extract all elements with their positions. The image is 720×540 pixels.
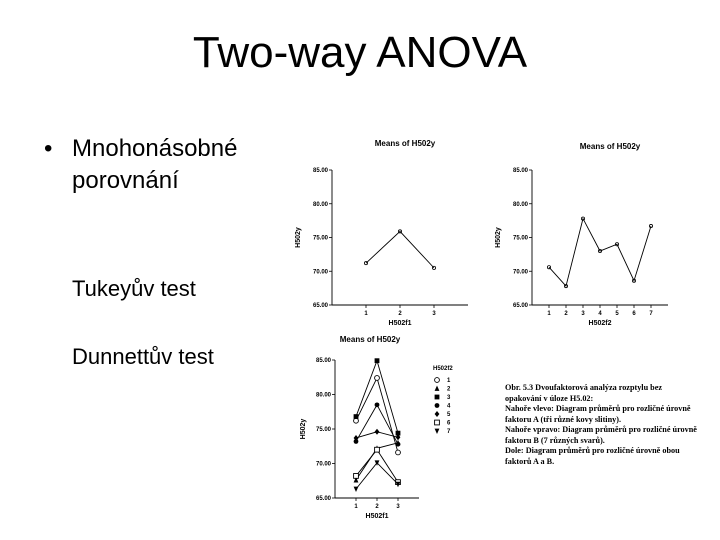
x-tick-label: 3 bbox=[581, 311, 585, 317]
legend-marker bbox=[435, 429, 440, 434]
y-tick-label: 65.00 bbox=[512, 303, 528, 309]
legend-label: 7 bbox=[447, 429, 451, 435]
x-tick-label: 6 bbox=[632, 311, 636, 317]
y-tick-label: 85.00 bbox=[512, 168, 528, 174]
data-point bbox=[396, 450, 401, 455]
x-tick-label: 1 bbox=[354, 504, 358, 510]
x-tick-label: 2 bbox=[375, 504, 379, 510]
chart-bottom-svg bbox=[295, 330, 475, 525]
legend-marker bbox=[435, 395, 440, 400]
y-tick-label: 70.00 bbox=[315, 461, 331, 468]
legend-marker bbox=[435, 378, 440, 383]
caption-line: faktorů A a B. bbox=[505, 456, 555, 466]
caption-line: faktoru A (tři různé kovy slitiny). bbox=[505, 414, 621, 424]
figure-caption bbox=[505, 383, 695, 467]
x-tick-label: 2 bbox=[564, 311, 568, 317]
x-tick-label: 2 bbox=[398, 311, 402, 317]
caption-line: opakování v úloze H5.02: bbox=[505, 393, 594, 403]
tukey-test-text: Tukeyův test bbox=[72, 276, 196, 301]
legend-label: 4 bbox=[447, 403, 451, 410]
legend-marker bbox=[435, 386, 440, 391]
x-tick-label: 1 bbox=[547, 311, 551, 317]
x-axis-label: H502f2 bbox=[588, 320, 612, 327]
legend-marker bbox=[435, 411, 440, 417]
series-line bbox=[366, 231, 434, 267]
y-tick-label: 70.00 bbox=[312, 269, 328, 276]
data-point bbox=[354, 414, 359, 419]
data-point bbox=[375, 429, 380, 435]
bullet-dot: • bbox=[44, 135, 53, 162]
y-tick-label: 75.00 bbox=[312, 235, 328, 242]
x-tick-label: 3 bbox=[396, 504, 400, 510]
dunnett-test-text: Dunnettův test bbox=[72, 344, 214, 369]
data-point bbox=[547, 266, 550, 269]
y-tick-label: 80.00 bbox=[312, 201, 328, 208]
data-point bbox=[354, 487, 359, 492]
y-tick-label: 65.00 bbox=[315, 496, 331, 502]
y-tick-label: 75.00 bbox=[512, 235, 528, 242]
chart-top-right bbox=[490, 133, 680, 328]
data-point bbox=[375, 447, 380, 452]
caption-line: Nahoře vpravo: Diagram průměrů pro rozličné úrovně bbox=[505, 425, 697, 434]
data-point bbox=[375, 376, 380, 381]
y-tick-label: 80.00 bbox=[512, 201, 528, 208]
chart-top-right-svg bbox=[490, 133, 680, 328]
x-axis-label: H502f1 bbox=[365, 513, 389, 520]
chart-bottom bbox=[295, 330, 475, 525]
chart-title: Means of H502y bbox=[339, 335, 401, 344]
y-tick-label: 65.00 bbox=[312, 303, 328, 309]
legend-label: 5 bbox=[447, 412, 451, 418]
bullet-text: Mnohonásobné porovnání bbox=[72, 135, 238, 194]
legend-label: 2 bbox=[447, 386, 451, 393]
x-tick-label: 3 bbox=[432, 311, 436, 317]
caption-line: Dole: Diagram průměrů pro rozličné úrovně obou bbox=[505, 446, 680, 455]
data-point bbox=[396, 442, 401, 447]
y-tick-label: 75.00 bbox=[315, 427, 331, 433]
x-tick-label: 1 bbox=[364, 311, 368, 317]
legend-marker bbox=[435, 403, 440, 408]
data-point bbox=[354, 418, 359, 423]
data-point bbox=[375, 358, 380, 363]
series-line bbox=[356, 361, 398, 433]
series-line bbox=[356, 463, 398, 489]
x-tick-label: 7 bbox=[649, 311, 653, 317]
y-axis-label: H502y bbox=[495, 227, 502, 248]
y-tick-label: 80.00 bbox=[315, 392, 331, 399]
caption-line: faktoru B (7 různých svarů). bbox=[505, 435, 605, 445]
chart-top-left bbox=[290, 133, 490, 328]
data-point bbox=[354, 474, 359, 479]
legend-label: 6 bbox=[447, 420, 451, 427]
caption-line: Obr. 5.3 Dvoufaktorová analýza rozptylu bez bbox=[505, 383, 663, 392]
legend-label: 1 bbox=[447, 378, 451, 384]
chart-title: Means of H502y bbox=[374, 139, 436, 148]
series-line bbox=[356, 378, 398, 453]
chart-title: Means of H502y bbox=[579, 142, 641, 151]
caption-line: Nahoře vlevo: Diagram průměrů pro rozličné úrovně bbox=[505, 404, 691, 413]
legend-title: H502f2 bbox=[433, 366, 453, 372]
y-axis-label: H502y bbox=[295, 227, 302, 248]
y-tick-label: 85.00 bbox=[312, 168, 328, 174]
x-tick-label: 5 bbox=[615, 311, 619, 317]
y-axis-label: H502y bbox=[300, 418, 307, 440]
data-point bbox=[375, 402, 380, 407]
x-axis-label: H502f1 bbox=[388, 320, 412, 327]
legend-marker bbox=[435, 420, 440, 425]
y-tick-label: 85.00 bbox=[315, 358, 331, 364]
y-tick-label: 70.00 bbox=[512, 269, 528, 276]
slide-title: Two-way ANOVA bbox=[192, 28, 528, 77]
chart-top-left-svg bbox=[290, 133, 490, 328]
x-tick-label: 4 bbox=[598, 311, 602, 317]
legend-label: 3 bbox=[447, 395, 451, 401]
